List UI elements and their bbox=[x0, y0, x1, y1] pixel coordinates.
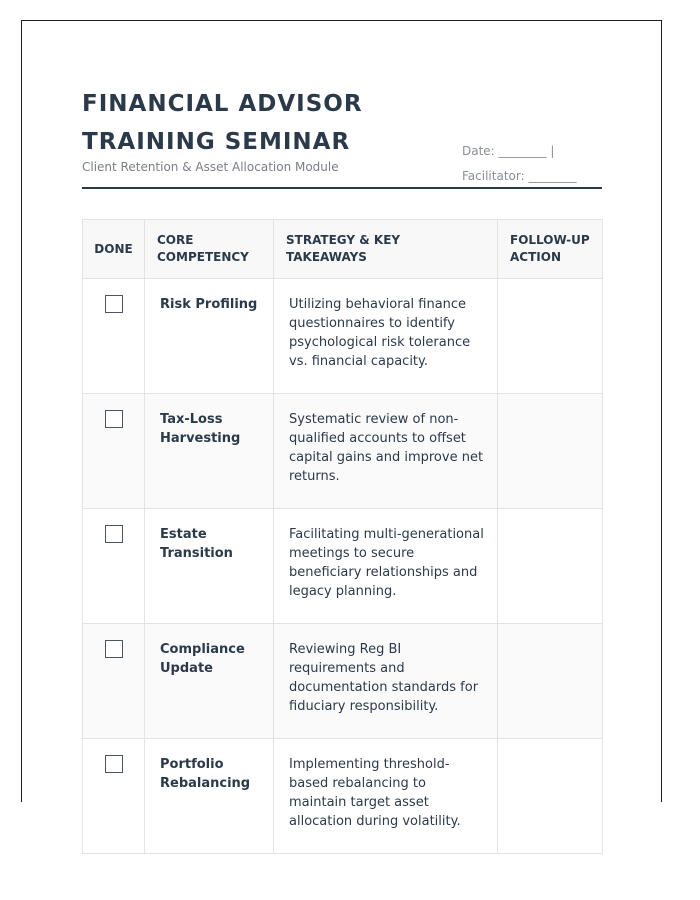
strategy-cell: Reviewing Reg BI requirements and documentation standards for fiduciary responsibility. bbox=[274, 624, 498, 739]
date-facilitator-line: Date: ________ | Facilitator: ________ bbox=[462, 144, 577, 183]
strategy-cell: Systematic review of non-qualified accounts to offset capital gains and improve net returns. bbox=[274, 394, 498, 509]
table-row bbox=[83, 739, 603, 854]
competency-cell: Estate Transition bbox=[145, 509, 274, 624]
table-row bbox=[83, 509, 603, 624]
followup-cell[interactable] bbox=[498, 509, 603, 624]
done-cell bbox=[83, 509, 145, 624]
column-header-strategy: STRATEGY & KEY TAKEAWAYS bbox=[274, 220, 498, 279]
followup-cell[interactable] bbox=[498, 394, 603, 509]
document-page bbox=[21, 20, 662, 829]
strategy-cell: Facilitating multi-generational meetings to secure beneficiary relationships and legacy planning. bbox=[274, 509, 498, 624]
done-cell bbox=[83, 739, 145, 854]
column-header-done: DONE bbox=[83, 220, 145, 279]
competency-cell: Tax-Loss Harvesting bbox=[145, 394, 274, 509]
competency-cell: Compliance Update bbox=[145, 624, 274, 739]
done-cell bbox=[83, 279, 145, 394]
done-checkbox[interactable] bbox=[105, 640, 123, 658]
followup-cell[interactable] bbox=[498, 739, 603, 854]
document-header bbox=[82, 21, 602, 189]
table-row bbox=[83, 279, 603, 394]
table-row bbox=[83, 624, 603, 739]
competency-table bbox=[82, 219, 603, 854]
competency-cell: Portfolio Rebalancing bbox=[145, 739, 274, 854]
table-header-row bbox=[83, 220, 603, 279]
page-title: FINANCIAL ADVISOR TRAINING SEMINAR bbox=[82, 91, 363, 155]
done-checkbox[interactable] bbox=[105, 755, 123, 773]
followup-cell[interactable] bbox=[498, 624, 603, 739]
done-cell bbox=[83, 624, 145, 739]
done-checkbox[interactable] bbox=[105, 525, 123, 543]
page-subtitle: Client Retention & Asset Allocation Module bbox=[82, 160, 339, 174]
strategy-cell: Utilizing behavioral finance questionnaires to identify psychological risk tolerance vs. financial capacity. bbox=[274, 279, 498, 394]
followup-cell[interactable] bbox=[498, 279, 603, 394]
done-checkbox[interactable] bbox=[105, 295, 123, 313]
competency-cell: Risk Profiling bbox=[145, 279, 274, 394]
table-row bbox=[83, 394, 603, 509]
column-header-followup: FOLLOW-UP ACTION bbox=[498, 220, 603, 279]
done-checkbox[interactable] bbox=[105, 410, 123, 428]
column-header-competency: CORE COMPETENCY bbox=[145, 220, 274, 279]
strategy-cell: Implementing threshold-based rebalancing to maintain target asset allocation during volatility. bbox=[274, 739, 498, 854]
done-cell bbox=[83, 394, 145, 509]
